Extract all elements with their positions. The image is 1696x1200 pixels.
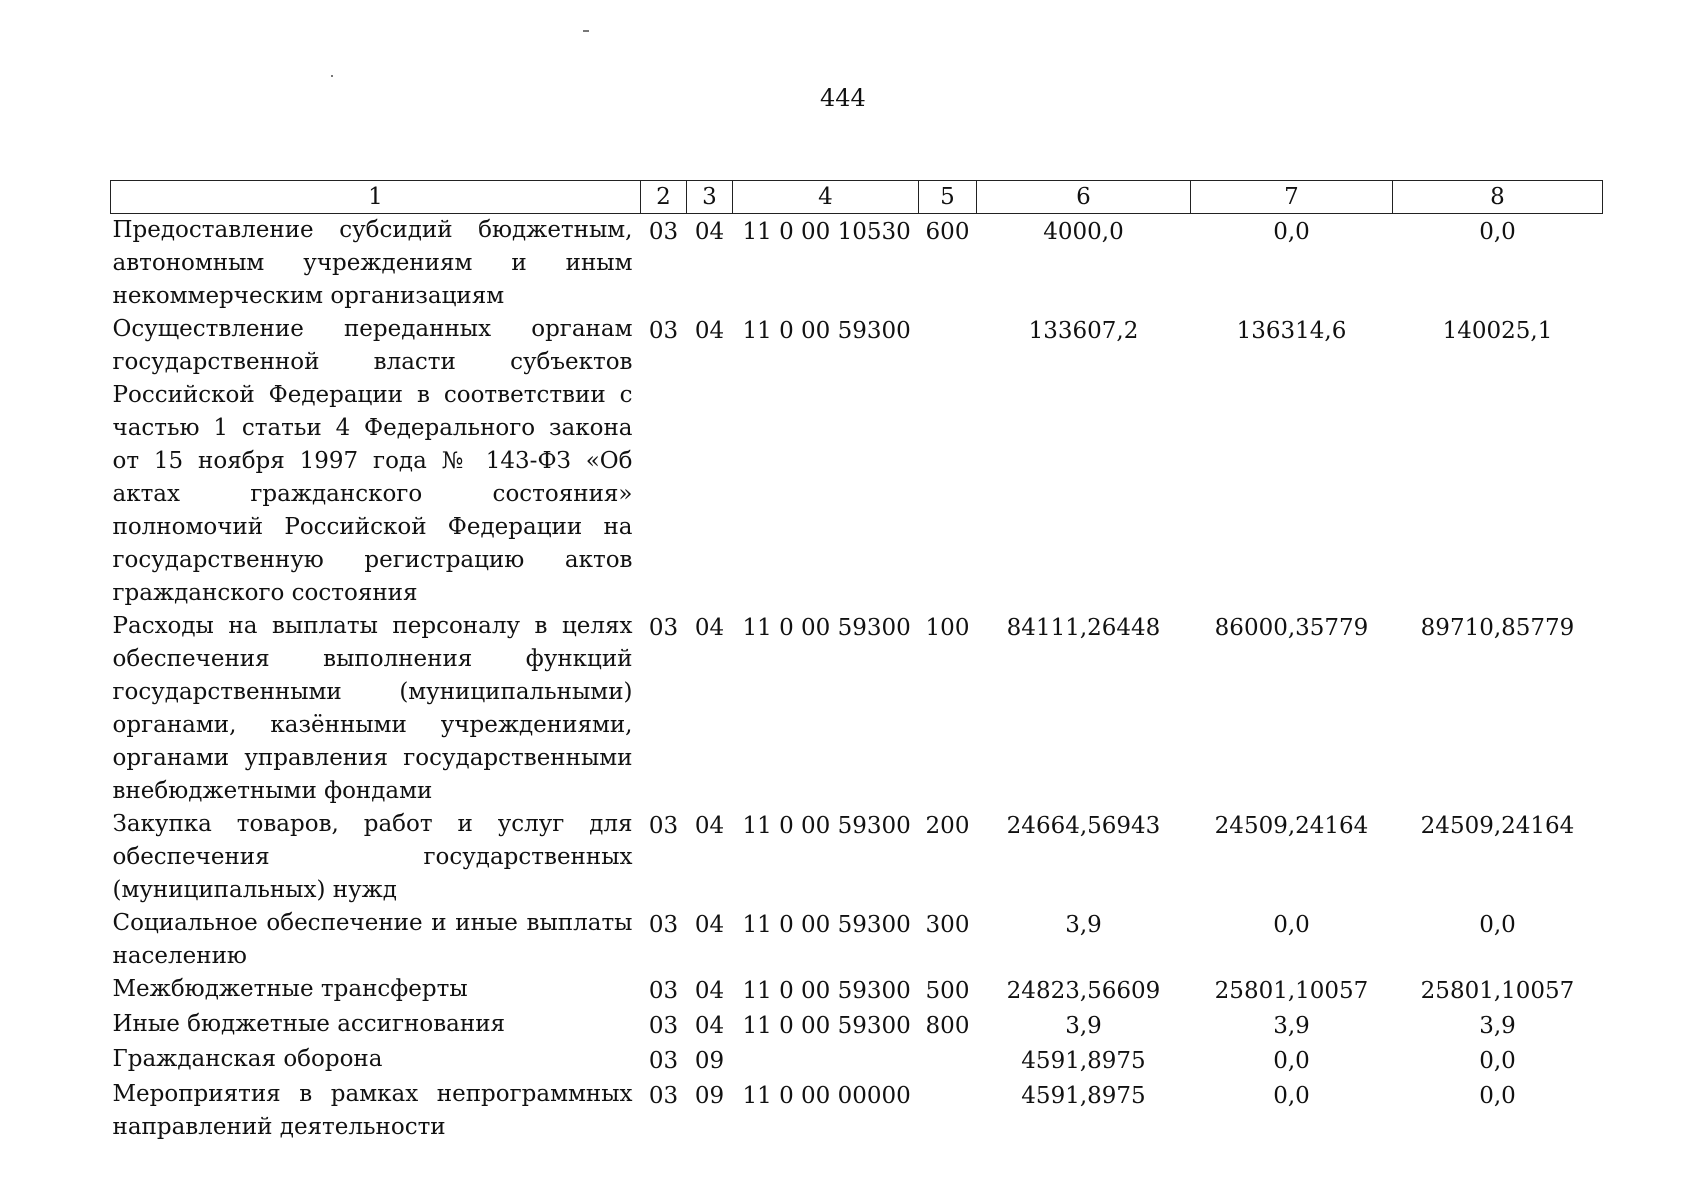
row-expense-type [919,1043,977,1078]
row-value-col6: 133607,2 [1028,318,1139,344]
header-cell-8: 8 [1393,181,1603,214]
row-value-col8: 24509,24164 [1420,813,1575,839]
header-cell-1: 1 [111,181,641,214]
row-value-col7: 0,0 [1273,1048,1310,1074]
row-value-col8: 0,0 [1479,912,1516,938]
header-cell-7: 7 [1191,181,1393,214]
row-value-col6: 4000,0 [1043,219,1124,245]
row-name: Предоставление субсидий бюджетным, автономным учреждениям и иным некоммерческим организациям [112,217,633,309]
row-section-code: 03 [648,1083,679,1109]
table-row [111,1008,1603,1043]
table-row [111,214,1603,314]
row-subsection-code: 04 [694,219,725,245]
row-target-article: 11 0 00 59300 [742,912,911,938]
row-name: Закупка товаров, работ и услуг для обеспечения государственных (муниципальных) нужд [112,811,633,903]
row-expense-type [919,313,977,610]
row-value-col7: 136314,6 [1236,318,1347,344]
row-target-article [733,1043,919,1078]
table-row [111,313,1603,610]
budget-table-container [110,180,1602,1144]
row-target-article: 11 0 00 10530 [742,219,911,245]
row-target-article: 11 0 00 59300 [742,318,911,344]
table-row [111,808,1603,907]
row-value-col8: 0,0 [1479,1083,1516,1109]
table-row [111,1078,1603,1144]
row-section-code: 03 [648,219,679,245]
header-cell-3: 3 [687,181,733,214]
row-target-article: 11 0 00 59300 [742,615,911,641]
scan-speck [583,30,589,32]
header-cell-5: 5 [919,181,977,214]
header-cell-4: 4 [733,181,919,214]
row-expense-type: 800 [925,1013,970,1039]
row-value-col7: 0,0 [1273,912,1310,938]
table-row [111,1043,1603,1078]
row-value-col8: 25801,10057 [1420,978,1575,1004]
row-expense-type: 500 [925,978,970,1004]
row-section-code: 03 [648,1013,679,1039]
row-expense-type: 200 [925,813,970,839]
row-value-col6: 4591,8975 [1021,1083,1146,1109]
row-name: Социальное обеспечение и иные выплаты населению [112,910,633,969]
row-value-col7: 24509,24164 [1214,813,1369,839]
row-section-code: 03 [648,813,679,839]
row-value-col6: 84111,26448 [1006,615,1161,641]
row-value-col8: 140025,1 [1442,318,1553,344]
header-cell-2: 2 [641,181,687,214]
row-subsection-code: 04 [694,615,725,641]
row-name: Мероприятия в рамках непрограммных направлений деятельности [112,1081,633,1140]
row-subsection-code: 09 [694,1048,725,1074]
row-subsection-code: 04 [694,912,725,938]
row-target-article: 11 0 00 59300 [742,1013,911,1039]
header-cell-6: 6 [977,181,1191,214]
table-row [111,610,1603,808]
row-section-code: 03 [648,1048,679,1074]
row-value-col6: 4591,8975 [1021,1048,1146,1074]
row-value-col8: 0,0 [1479,1048,1516,1074]
row-value-col8: 3,9 [1479,1013,1516,1039]
row-name: Гражданская оборона [112,1046,383,1072]
row-expense-type: 100 [925,615,970,641]
row-subsection-code: 04 [694,1013,725,1039]
row-expense-type: 300 [925,912,970,938]
budget-table [110,180,1603,1144]
row-value-col7: 86000,35779 [1214,615,1369,641]
row-section-code: 03 [648,615,679,641]
table-row [111,973,1603,1008]
row-name: Иные бюджетные ассигнования [112,1011,506,1037]
row-expense-type: 600 [925,219,970,245]
row-value-col7: 25801,10057 [1214,978,1369,1004]
row-value-col7: 0,0 [1273,219,1310,245]
row-target-article: 11 0 00 59300 [742,978,911,1004]
row-section-code: 03 [648,978,679,1004]
row-value-col7: 0,0 [1273,1083,1310,1109]
row-value-col7: 3,9 [1273,1013,1310,1039]
table-row [111,907,1603,973]
row-subsection-code: 09 [694,1083,725,1109]
row-value-col8: 0,0 [1479,219,1516,245]
row-subsection-code: 04 [694,318,725,344]
row-subsection-code: 04 [694,978,725,1004]
row-section-code: 03 [648,318,679,344]
row-target-article: 11 0 00 59300 [742,813,911,839]
row-value-col6: 3,9 [1065,912,1102,938]
row-expense-type [919,1078,977,1144]
row-name: Межбюджетные трансферты [112,976,468,1002]
row-value-col6: 24664,56943 [1006,813,1161,839]
row-value-col8: 89710,85779 [1420,615,1575,641]
page-number: 444 [820,84,866,112]
row-value-col6: 3,9 [1065,1013,1102,1039]
header-row [111,181,1603,214]
row-target-article: 11 0 00 00000 [742,1083,911,1109]
row-section-code: 03 [648,912,679,938]
scan-speck [331,75,333,77]
row-subsection-code: 04 [694,813,725,839]
row-name: Расходы на выплаты персоналу в целях обеспечения выполнения функций государственными (муниципальными) органами, казёнными учреждениями, органами управления государственными внебюджетными фондами [112,613,633,804]
table-body [111,214,1603,1145]
row-value-col6: 24823,56609 [1006,978,1161,1004]
row-name: Осуществление переданных органам государственной власти субъектов Российской Федерации в соответствии с частью 1 статьи 4 Федерального закона от 15 ноября 1997 года № 143-ФЗ «Об актах гражданского состояния» полномочий Российской Федерации на государственную регистрацию актов гражданского состояния [112,316,633,606]
table-header [111,181,1603,214]
